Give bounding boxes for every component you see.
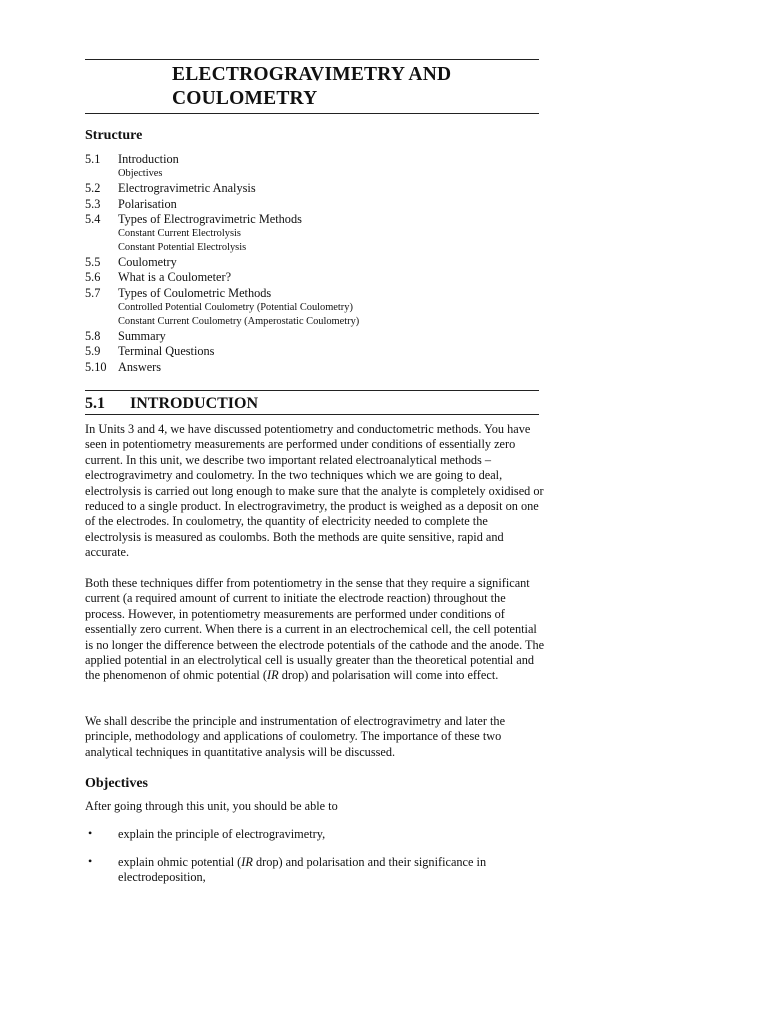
intro-paragraph-1: In Units 3 and 4, we have discussed potentiometry and conductometric methods. You have seen in potentiometry measurements are performed under conditions of essentially zero current. In this unit, we describe two important related electroanalytical methods – electrogravimetry and coulometry. In the two techniques which we are going to deal, electrolysis is carried out long enough to make sure that the analyte is completely oxidised or reduced to a single product. In electrogravimetry, the product is weighed as a deposit on one of the electrodes. In coulometry, the quantity of electricity needed to complete the electrolysis is measured as coulombs. Both the methods are quite sensitive, rapid and accurate. xyxy=(85,422,544,560)
objective-item xyxy=(85,855,545,886)
toc-item-number: 5.8 xyxy=(85,329,101,344)
intro-paragraph-2-text-a: Both these techniques differ from potentiometry in the sense that they require a significant current (a required amount of current to initiate the electrode reaction) throughout the process. However, in potentiometry measurements are performed under conditions of essentially zero current. When there is a current in an electrochemical cell, the cell potential is no longer the difference between the electrode potentials of the cathode and the anode. The applied potential in an electrolytical cell is usually greater than the theoretical potential and the phenomenon of ohmic potential ( xyxy=(85,576,545,683)
toc-item-number: 5.7 xyxy=(85,285,101,300)
intro-paragraph-2-text-b: drop) and polarisation will come into effect. xyxy=(278,668,499,683)
unit-title-line-1: ELECTROGRAVIMETRY AND xyxy=(172,64,452,85)
unit-title xyxy=(172,63,451,111)
intro-paragraph-3: We shall describe the principle and instrumentation of electrogravimetry and later the principle, methodology and applications of coulometry. The importance of these two analytical techniques in quantitative analysis will be discussed. xyxy=(85,714,506,759)
ir-term: IR xyxy=(267,668,279,683)
toc-item xyxy=(85,152,555,167)
section-title: INTRODUCTION xyxy=(130,395,259,412)
objective-text-b: drop) and polarisation and their significance in electrodeposition, xyxy=(118,855,487,885)
toc-item-label: What is a Coulometer? xyxy=(118,270,232,285)
toc-subitem-label: Objectives xyxy=(118,168,163,180)
toc-item-label: Types of Coulometric Methods xyxy=(118,285,272,300)
toc-item-label: Introduction xyxy=(118,152,179,166)
toc-item xyxy=(85,360,555,375)
ir-term: IR xyxy=(241,855,253,869)
toc-item-number: 5.9 xyxy=(85,344,101,359)
toc-item xyxy=(85,181,555,196)
section-bottom-rule xyxy=(85,414,539,415)
objectives-heading: Objectives xyxy=(85,776,148,791)
section-number: 5.1 xyxy=(85,395,105,412)
toc-item xyxy=(85,329,555,344)
toc-item-number: 5.1 xyxy=(85,152,101,166)
objectives-lead: After going through this unit, you should be able to xyxy=(85,799,338,813)
toc-subitem-label: Constant Potential Electrolysis xyxy=(118,242,247,254)
toc-item-number: 5.10 xyxy=(85,359,107,374)
toc-item-number: 5.4 xyxy=(85,211,101,226)
toc-item-number: 5.6 xyxy=(85,270,101,285)
toc-subitem xyxy=(85,227,555,241)
objective-text: explain the principle of electrogravimetry, xyxy=(118,827,326,841)
toc-subitem xyxy=(85,301,555,315)
title-rule xyxy=(85,113,539,114)
toc-item-label: Types of Electrogravimetric Methods xyxy=(118,211,302,226)
toc-item-label: Terminal Questions xyxy=(118,344,215,359)
intro-paragraph-2 xyxy=(85,576,545,684)
toc-item xyxy=(85,286,555,301)
toc-item xyxy=(85,270,555,285)
toc-subitem xyxy=(85,167,555,181)
toc-item-label: Coulometry xyxy=(118,255,177,270)
toc-item-label: Polarisation xyxy=(118,196,177,211)
objective-text xyxy=(118,855,545,886)
toc-item-number: 5.5 xyxy=(85,255,101,270)
toc-item xyxy=(85,344,555,359)
toc-item-number: 5.2 xyxy=(85,181,101,196)
toc-subitem xyxy=(85,241,555,255)
table-of-contents xyxy=(85,152,555,375)
structure-heading: Structure xyxy=(85,128,143,143)
toc-item-label: Summary xyxy=(118,329,166,344)
objective-text-a: explain ohmic potential ( xyxy=(118,855,242,869)
toc-subitem xyxy=(85,315,555,329)
toc-subitem-label: Controlled Potential Coulometry (Potential Coulometry) xyxy=(118,302,353,314)
top-rule xyxy=(85,59,539,60)
toc-subitem-label: Constant Current Coulometry (Amperostatic Coulometry) xyxy=(118,316,360,328)
toc-item-label: Answers xyxy=(118,359,162,374)
toc-item-number: 5.3 xyxy=(85,196,101,211)
bullet-icon: • xyxy=(88,826,93,840)
toc-item xyxy=(85,197,555,212)
toc-subitem-label: Constant Current Electrolysis xyxy=(118,228,241,240)
bullet-icon: • xyxy=(88,854,93,868)
toc-item-label: Electrogravimetric Analysis xyxy=(118,181,256,196)
objective-item xyxy=(85,827,545,842)
toc-item xyxy=(85,212,555,227)
toc-item xyxy=(85,255,555,270)
section-top-rule xyxy=(85,390,539,391)
unit-title-line-2: COULOMETRY xyxy=(172,88,318,109)
